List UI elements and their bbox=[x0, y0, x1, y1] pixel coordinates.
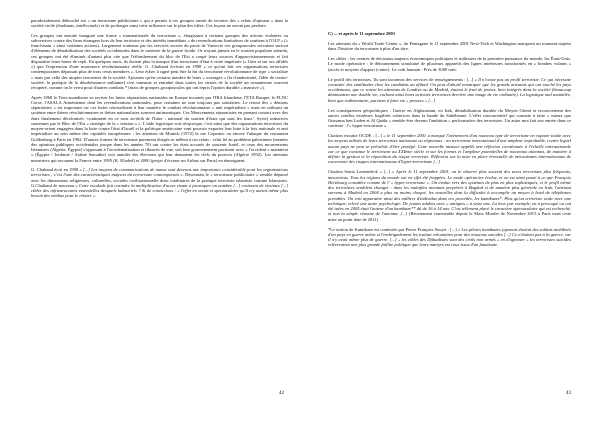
quote-mid: ». Désormais le « terrorisme publicitaire » semble dépassé avec les dimensions religieuses, culturelles, sociales civilisationnelle donc totalitaires de la pratique terroriste islamiste comme Islamistes. G.Chaliand de nouveau « bbox=[31, 172, 288, 188]
profile-lead: Le profil des terroristes. Ils sont inconnus des services de renseignements : [...] « bbox=[328, 76, 477, 82]
page-number-right: 43 bbox=[566, 391, 571, 396]
paragraph-ocde bbox=[328, 133, 571, 165]
right-page bbox=[300, 0, 600, 424]
paragraph-separatist: Après 1968 le Tiers-mondisme va raviver les luttes séparatistes nationales en Europe incarnés par l'IRA Irlandaise, l'ETA Basque, le FLNC Corse, l'ASALA Arménienne dont les revendications nationales, pour certaines ne sont toujours pas satisfaites. Le retour des « démons séparatistes » est important car ces luttes réactualisent à leur manière le combat révolutionnaire « anti impérialiste » mais en utilisant un système entre thèses révolutionnaires et thèses nationalistes souvent antinomiques. Ces Mouvements séparatistes en prenant contact avec des états finalement décolonisés ‘continuent en ce sens au-delà de l'Inter › national du soutien d'états qui sont les leurs’. Syrie) initiatives soutenues par le Bloc de l'Est « stratégie de la « tension » ». L'aide logistique soit réciproque, c'est ainsi que des organisations terroristes du moyen-orient engagées dans la lutte contre l'état d'Israël et la politique américaine vont pouvoir exporter leur lutte à la fois nationale et anti impérialiste au sein même des capitales européennes : les attentats de Munich (1972) la rue Copernic ou encore l'attaque du restaurant Goldenberg à Paris en 1982. D'autres formes de terrorisme purement dirigés se mêlent à ces relais : celui lié au problème palestinien (menées des opinions publiques occidentales jusque dans les années 70) ont contre les états accusés de soutenir Israël, et ceux des mouvements Islamistes (Algérie, Égypte) s'opposant à l'occidentalisation et illustrés de vue, soit leur gouvernement pactisent avec « l'occident » maintient « (Égypte / Jordanie / Arabie Saoudite) voit annuler des élections qui leur donnaient les clefs du pouvoir (Algérie 1992). Les attentats meurtriers qui secouent la France entre 1995 (K. Khaled) et 2000 (projet d'écraser un Airbus sur Paris) en témoignent. bbox=[31, 94, 288, 163]
lemendeck-lead: Citation Sonia Lemendeck « [...] « bbox=[328, 169, 395, 175]
ocde-lead: Citation extraite OCDE : [...] « bbox=[328, 133, 386, 139]
quote-italic: [...] Les moyens de communications de masse sont devenus une importance considérable pour les organisations terroristes ; c'est l'une des caractéristiques majeurs du terrorisme contemporain bbox=[31, 167, 288, 178]
paragraph-profile bbox=[328, 77, 571, 103]
kamikaze-quote: Les pilotes kamikazes japonais étaient des soldats mobilisés d'un pays en guerre même si l'embrigadement les traitait volontaires pour des missions suicides [...] Ce n'étaient pas à la guerre, car il n'y avait même plus de guerre. [...] » les cibles des Djihadistes sont des civils non armés « en d'agresser » les terroristes suicides relèveraient une plus grande faillite politique que leurs martyrs est ceux issus d'un fanatisme. bbox=[328, 226, 571, 248]
lemendeck-quote: Après le 11 septembre 2001, on le observe plus souvent des actes terroristes plus fréquents, meurtrieux. Tous les régions du monde ont en effet été frappées. Le mode opératoire évolue, et on est ainsi passé à ce que François Heisbourg considère comme de l' « hyper-terrorisme ». On évalue vers des systèmes de plus en plus sophistiqués, et le profil même des terroristes semblent changer : dans les multiples attentats perpétrés à Bagdad et de manière plus générale en Irak, l'attentat survenu à Madrid en 2004 a plus ou moins choqué, les nouvelles dont la difficulté à accomplir un moyen à bord de téléphones portables. On voit apparaitre ainsi des milliers d'individus dans ces procédés, les kamikazes*. Plus qu'un terroriste seule avec une technique, relevé une autre psychologie. De jeunes adultes avec « antiques » à seize ans. La leur, par exemple, en a provoqué ou ont été tuées en 2005 était l'auteur d'un kamikaze** dû de 16 à 14 ans. C'est tellement placé le caractère spectaculaire qui est recherché, et non la simple réussite de l'attentat. [...] bbox=[328, 169, 571, 217]
profile-quote: Il n'existe pas un profil terroriste. Ce qui nécessite constater des similitudes chez les candidats au djihad. On peut d'abord remarquer que les grands attentats qui ont touché les pays occidentaux, que ce soient les attentats de Londres ou de Madrid, étaient le fruit de jeunes, bien intégrés dans la société (beaucoup diminuaient une double vie, cachant ainsi leurs activités terroristes derrière une image de vie ordinaire). La logistique mal assimilée, bien que rudimentaire, parvient à faire vie « preuves » [...] bbox=[328, 76, 571, 103]
quote-end: . bbox=[95, 193, 97, 199]
paragraph-attacks: Les attentats du « World Trade Center », du Pentagone le 11 septembre 2001 New-York et Washington marquent un tournant majeur dans l'histoire du terrorisme à plus d'un titre. bbox=[328, 40, 571, 52]
page-number-left: 42 bbox=[279, 391, 284, 396]
quote-intro: G. Chaliand écrit en 1998 « bbox=[31, 167, 82, 173]
section-heading: C) ... et après le 11 septembre 2001 bbox=[328, 31, 396, 36]
paragraph-intro: paradoxalement débouché sur « un terrorisme publicitaire » qui a permis à ces groupes armés de recruter des « relais d'opinion » dans la société civile (étudiants, intellectuels) et de prolonger ainsi cette influence sur le plan des idées. Ces leçons ne seront pas perdues. bbox=[31, 18, 288, 29]
paragraph-lemendeck bbox=[328, 169, 571, 222]
quote-italic-2: Cette escalade fait craindre la multiplication d'actes visant à provoquer un nombre [...] croissant de victimes [...] cibler des infrastructures essentielles desquels industriels ? Si de convictions : « l'effet en serait si spectaculaire qu'il n'y aurait même plus besoin des médias pour le relater » bbox=[31, 182, 289, 199]
paragraph-transnational: Ces groupes ont ensuite inauguré une forme « transnationale du terrorisme », élargissant à certains groupes des actions violentes ou subversives contre des lieux étrangers hors de leur territoire et des intérêts immédiats « de revendications limitatives de soutiens à l'OLP » (« franchisant » ainsi certaines actions). Largement soutenus par les services secrets du pacte de Varsovie ces groupuscules servaient surtout d'éléments de déstabilisation des sociétés occidentales dans le contexte de la guerre froide. Or n'ayant jamais eu le soutien populaire attendu, ces groupes ont été éliminés d'autant plus vite que l'effondrement du bloc de l'Est a coupé leurs sources d'approvisionnements et fait disparaître leurs bases de repli. En quelques mois, ils étaient plus la marque d'un terrorisme d'état à visée impériale (« Unis et sur ses affidés ») que l'expression d'une mouvance révolutionnaire réelle. G. Chaliand écrivait en 1998 « ce qu'ont fait ces organisations terroristes contemporaines dépassait plus de trois cents membres ». Leur échec à signé peut être la fin du terrorisme révolutionnaire de type « socialiste » mais pas celle des utopies terroristes de la société. Ajoutons qu'en certains nombre de leurs « ouvrages » (la clandestinité, l'idée de contre-société, la pratique de la désobéissance militante) s'est transmis et entraîné dans toutes les strates de la société un romantisme souvent récupéré, comme on le verra pour d'autres combats * (mais de groupes groupuscules qui ont repris l'option durable « massive »). bbox=[31, 32, 288, 91]
ocde-quote: le 11 septembre 2001 a marqué l'avènement d'un nouveau type de terrorisme en rupture totale avec les moyens utilisés de leurs terroristes nationaux ou régionaux : un terrorisme international d'une ampleur improbable, contre lequel aucun pays ne peut se prévaloir d'être protégé. Cette nouvelle menace appelle une réflexion coordonnée à l'échelle internationale car ce que constitue le terrorisme au XXIème siècle et sur les formes et l'ampleur potentielles de nouveaux attentats, de manière à définir la gestion et la répartition du risque terroriste. Réflexion sur la mise en place éventuelle de mécanismes internationaux de couverture des risques internationaux d'hyper-terrorisme [...] bbox=[328, 133, 571, 165]
kamikaze-lead: *Le notion de Kamikaze est contestée par Pierre François Souyri : [...] « bbox=[328, 226, 461, 232]
paragraph-kamikaze-note bbox=[328, 227, 571, 248]
lemendeck-tail: (Récemment contestable depuis le Mass Murder de Novembre 2015 à Paris mais cette mise au point date de 2011) bbox=[328, 211, 571, 222]
paragraph-consequences: Les conséquences géopolitiques : Guerre en Afghanistan, en Irak, déstabilisation durable du Moyen Orient et recouvrement des autres conflits extrêmes fragilités créatrices dans la bande du Sahélienne. L'effet concurrentiel qui consiste à faire « mieux que Oussama ben Laden et Al Qaïda » semble être devenu l'ambition » performative des terroristes. Un autre mot fait son entrée dans ce contexte : l'« hyper-terrorisme ». bbox=[328, 107, 571, 129]
paragraph-chaliand-quote bbox=[31, 167, 288, 199]
paragraph-targets: Les cibles : les centres de décisions majeurs économiques politiques et militaires de la première puissance du monde, les États-Unis. Le mode opératoire : le détournement simultané de plusieurs appareils des lignes intérieures transformés en « bombes volants » (accès et moyens d'apport (cutter). Le coût humain : Près de 3000 tués. bbox=[328, 56, 571, 72]
